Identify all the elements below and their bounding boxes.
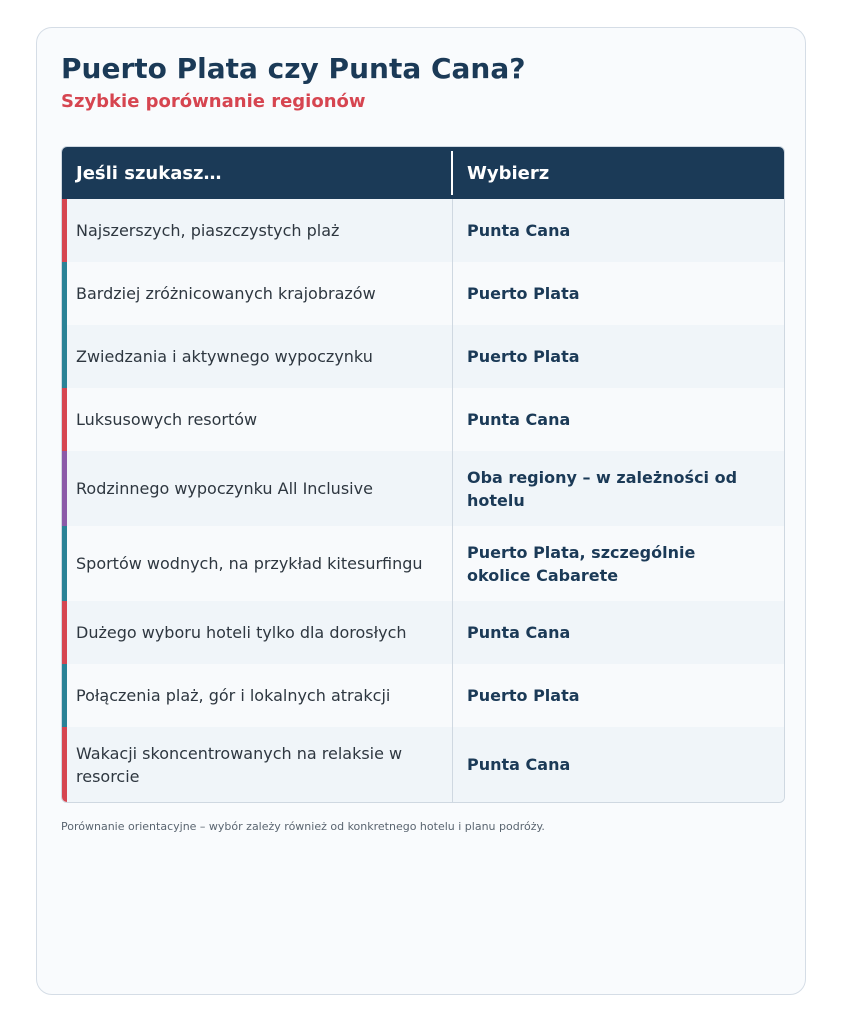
column-header-need: Jeśli szukasz… — [62, 151, 453, 195]
row-choice-cell: Puerto Plata — [467, 284, 580, 303]
table-header — [62, 147, 784, 199]
comparison-table — [61, 146, 785, 803]
page-subtitle: Szybkie porównanie regionów — [61, 91, 366, 112]
row-need-cell: Luksusowych resortów — [67, 388, 453, 451]
table-row — [62, 325, 784, 388]
table-row — [62, 526, 784, 601]
table-row — [62, 601, 784, 664]
row-choice-cell: Punta Cana — [467, 221, 571, 240]
row-need-cell: Wakacji skoncentrowanych na relaksie w resorcie — [67, 727, 453, 802]
row-choice-cell: Puerto Plata — [467, 347, 580, 366]
row-choice-cell: Puerto Plata, szczególnie okolice Cabarete — [467, 542, 696, 585]
table-row — [62, 664, 784, 727]
table-row — [62, 451, 784, 526]
page-title: Puerto Plata czy Punta Cana? — [61, 52, 526, 85]
table-body — [62, 199, 784, 802]
table-row — [62, 262, 784, 325]
row-choice-cell: Punta Cana — [467, 623, 571, 642]
row-need-cell: Połączenia plaż, gór i lokalnych atrakcji — [67, 664, 453, 727]
row-need-cell: Rodzinnego wypoczynku All Inclusive — [67, 451, 453, 526]
column-header-choice: Wybierz — [467, 162, 550, 184]
row-choice-cell: Puerto Plata — [467, 686, 580, 705]
table-row — [62, 199, 784, 262]
row-need-cell: Bardziej zróżnicowanych krajobrazów — [67, 262, 453, 325]
table-row — [62, 727, 784, 802]
row-need-cell: Zwiedzania i aktywnego wypoczynku — [67, 325, 453, 388]
footnote: Porównanie orientacyjne – wybór zależy również od konkretnego hotelu i planu podróży. — [61, 820, 545, 833]
row-need-cell: Sportów wodnych, na przykład kitesurfingu — [67, 526, 453, 601]
row-choice-cell: Punta Cana — [467, 755, 571, 774]
row-need-cell: Dużego wyboru hoteli tylko dla dorosłych — [67, 601, 453, 664]
row-need-cell: Najszerszych, piaszczystych plaż — [67, 199, 453, 262]
row-choice-cell: Punta Cana — [467, 410, 571, 429]
table-row — [62, 388, 784, 451]
row-choice-cell: Oba regiony – w zależności od hotelu — [467, 467, 738, 510]
comparison-card — [36, 27, 806, 995]
